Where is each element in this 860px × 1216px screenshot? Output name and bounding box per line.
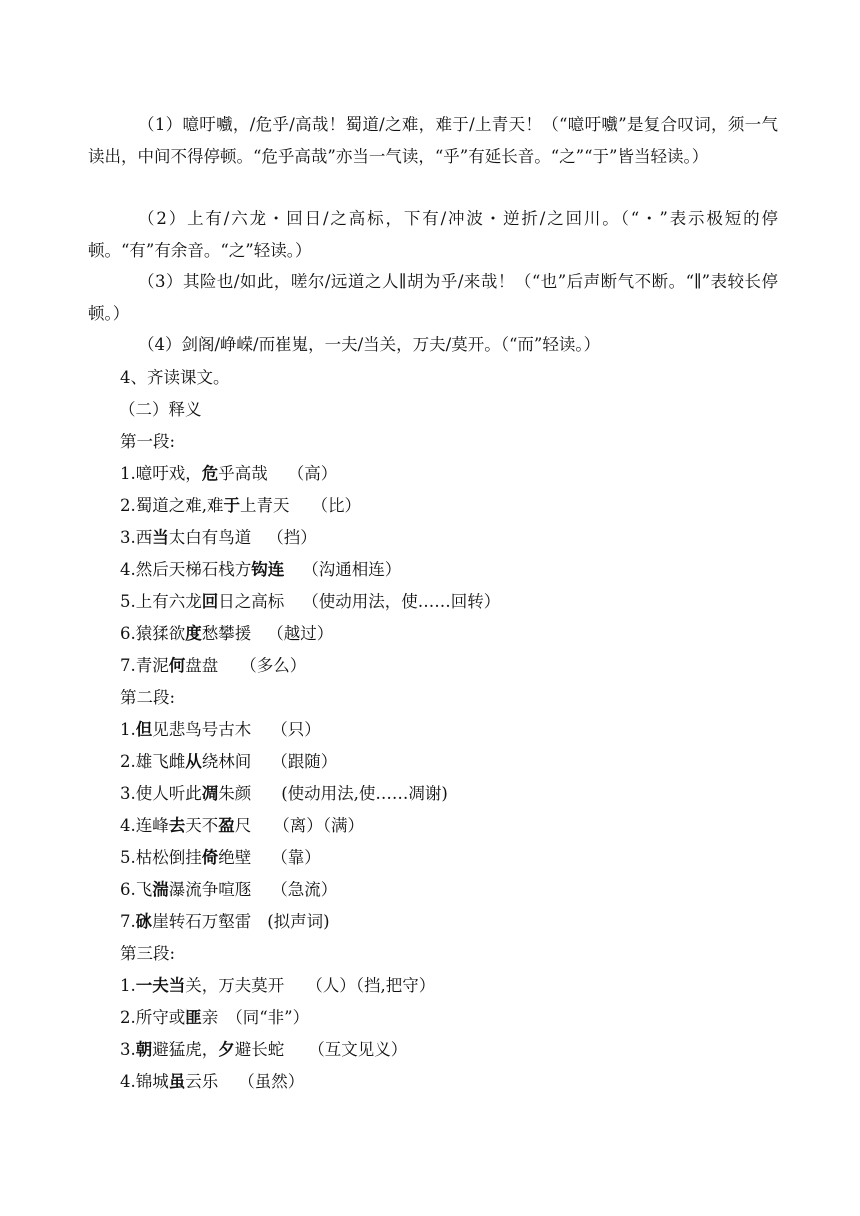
key-word: 但 [135,720,153,739]
item-number: 4. [120,560,136,579]
item-number: 5. [120,848,136,867]
item-number: 1. [120,976,136,995]
key-word: 凋 [201,784,219,803]
gloss-item [120,910,330,934]
item-number: 2. [120,752,136,771]
item-gloss: （比） [311,496,361,515]
item-gloss: （高） [287,464,338,483]
key-word: 去 [168,816,186,835]
key-word: 从 [185,752,202,771]
key-word: 夕 [218,1040,235,1059]
key-word: 砯 [135,912,153,931]
item-gloss: (拟声词) [267,912,330,931]
item-text: 日之高标 [218,592,285,611]
gloss-item [120,846,321,870]
item-text: 避长蛇 [234,1040,285,1059]
item-text: 雄飞雌 [135,752,186,771]
item-number: 4. [120,1072,136,1091]
key-word: 倚 [201,848,219,867]
item-text: 云乐 [185,1072,219,1091]
item-number: 6. [120,880,136,899]
item-text: 盘盘 [185,656,219,675]
item-number: 1. [120,464,136,483]
key-word: 当 [152,528,169,547]
item-number: 1. [120,720,136,739]
section-2-title: （二）释义 [119,400,202,419]
item-number: 5. [120,592,136,611]
gloss-item [120,750,337,774]
item-number: 2. [120,496,136,515]
gloss-item [120,1038,407,1062]
item-number: 4. [120,816,136,835]
key-word: 湍 [152,880,169,899]
item-gloss: （离）（满） [273,816,364,835]
item-text: 噫吁戏， [135,464,202,483]
item-gloss: （人）（挡,把守） [306,976,436,995]
key-word: 于 [223,496,240,515]
item-gloss: （虽然） [238,1072,305,1091]
item-text: 天不 [185,816,219,835]
gloss-item [120,1006,309,1030]
item-text: 朱颜 [218,784,252,803]
key-word: 回 [201,592,219,611]
item-text: 使人听此 [135,784,202,803]
item-text: 见悲鸟号古木 [152,720,252,739]
item-text: 猿猱欲 [135,624,186,643]
gloss-item [120,590,500,614]
gloss-item [120,494,361,518]
key-word: 钩连 [251,560,285,579]
item-text: 西 [135,528,153,547]
item-gloss: （沟通相连） [302,560,402,579]
item-text: 蜀道之难,难 [135,496,224,515]
gloss-item [120,974,435,998]
item-text: 锦城 [135,1072,169,1091]
key-word: 匪 [185,1008,202,1027]
item-gloss: （挡） [267,528,317,547]
item-text: 上青天 [240,496,290,515]
item-number: 6. [120,624,136,643]
item-text: 太白有鸟道 [168,528,252,547]
gloss-item [120,782,448,806]
item-gloss: （互文见义） [308,1040,408,1059]
item-text: 枯松倒挂 [135,848,202,867]
item-text: 所守或 [135,1008,186,1027]
item-gloss: （多么） [240,656,307,675]
gloss-item [120,1070,304,1094]
key-word: 何 [168,656,186,675]
item-text: 绝壁 [218,848,252,867]
gloss-item [120,558,401,582]
gloss-item [120,654,306,678]
paragraph-2-heading: 第二段: [120,688,176,707]
gloss-item [120,622,333,646]
item-text: 尺 [234,816,252,835]
key-word: 一夫当 [135,976,186,995]
key-word: 虽 [168,1072,186,1091]
item-gloss: （同“非”） [226,1008,310,1027]
item-text: 乎高哉 [218,464,268,483]
item-gloss: （跟随） [271,752,338,771]
key-word: 盈 [218,816,235,835]
item-text: 避猛虎， [152,1040,219,1059]
reading-note-4: （4）剑阁/峥嵘/而崔嵬，一夫/当关，万夫/莫开。（“而”轻读。） [138,335,601,354]
gloss-item [120,718,321,742]
reading-note-3: （3）其险也/如此，嗟尔/远道之人∥胡为乎/来哉！（“也”后声断气不断。“∥”表较长停顿。） [88,272,778,323]
item-text: 青泥 [135,656,169,675]
item-number: 3. [120,528,136,547]
item-gloss: （使动用法，使……回转） [302,592,501,611]
item-gloss: （越过） [267,624,334,643]
gloss-item [120,462,337,486]
item-number: 3. [120,1040,136,1059]
item-number: 7. [120,656,136,675]
key-word: 度 [185,624,202,643]
gloss-item [120,526,317,550]
item-number: 7. [120,912,136,931]
reading-note-2: （2）上有/六龙・回日/之高标，下有/冲波・逆折/之回川。（“・”表示极短的停顿。“有”有余音。“之”轻读。） [88,209,778,260]
item-gloss: (使动用法,使……凋谢) [281,784,448,803]
item-text: 关，万夫莫开 [185,976,285,995]
item-gloss: （只） [271,720,321,739]
item-text: 绕林间 [201,752,252,771]
item-text: 上有六龙 [135,592,202,611]
item-text: 然后天梯石栈方 [135,560,252,579]
item-gloss: （靠） [271,848,321,867]
item-number: 3. [120,784,136,803]
gloss-item [120,878,337,902]
item-gloss: （急流） [271,880,338,899]
item-text: 亲 [201,1008,219,1027]
item-number: 2. [120,1008,136,1027]
gloss-item [120,814,364,838]
paragraph-1-heading: 第一段: [120,432,176,451]
item-text: 愁攀援 [201,624,252,643]
item-text: 连峰 [135,816,169,835]
step-4-heading: 4、齐读课文。 [120,368,230,387]
reading-note-1: （1）噫吁嚱，/危乎/高哉！蜀道/之难，难于/上青天！（“噫吁嚱”是复合叹词，须一气读出，中间不得停顿。“危乎高哉”亦当一气读，“乎”有延长音。“之”“于”皆当轻读。） [88,115,778,166]
item-text: 瀑流争喧豗 [168,880,252,899]
key-word: 危 [201,464,219,483]
item-text: 飞 [135,880,153,899]
key-word: 朝 [135,1040,153,1059]
paragraph-3-heading: 第三段: [120,944,176,963]
item-text: 崖转石万壑雷 [152,912,252,931]
